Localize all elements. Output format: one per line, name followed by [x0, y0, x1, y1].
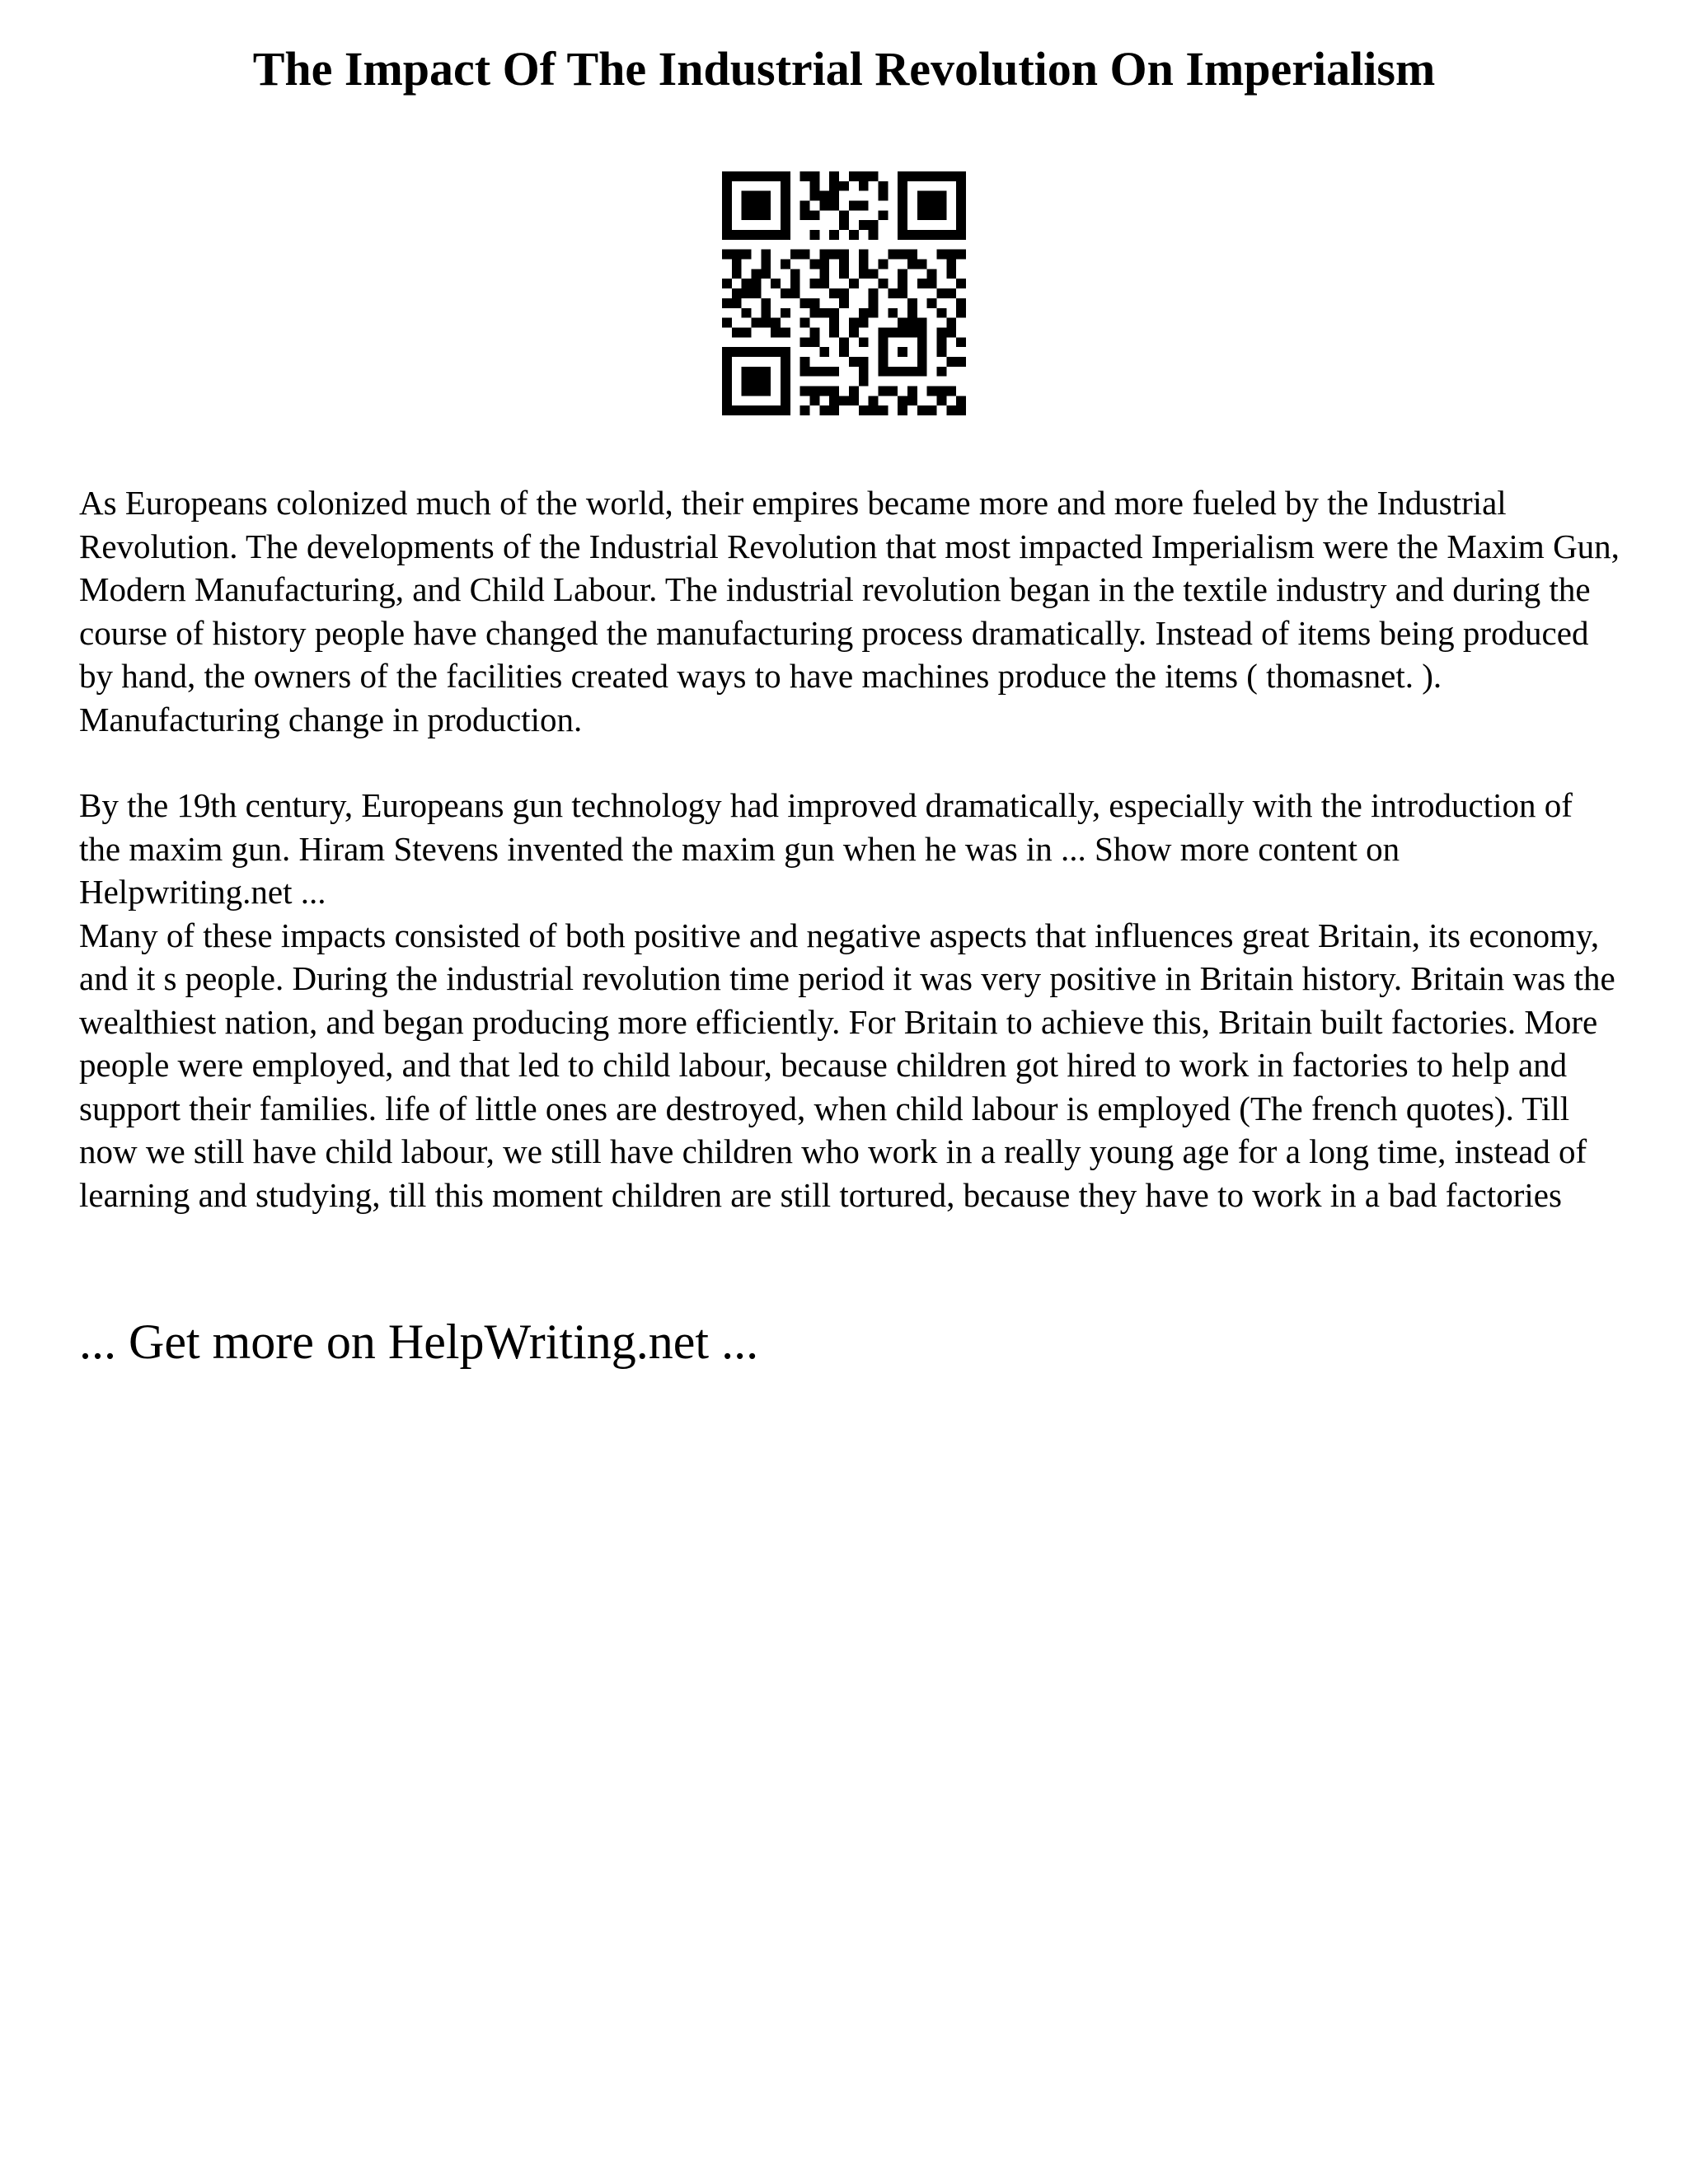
qr-code-graphic — [722, 171, 966, 415]
page-title: The Impact Of The Industrial Revolution On Imperialism — [252, 42, 1436, 96]
get-more-link[interactable]: ... Get more on HelpWriting.net ... — [79, 1315, 759, 1369]
paragraph-maxim-gun: By the 19th century, Europeans gun technology had improved dramatically, especially with the introduction of the maxim gun. Hiram Stevens invented the maxim gun when he was in ... Show more content on Helpwriting.net ... — [79, 786, 1573, 911]
paragraph-britain-impacts: Many of these impacts consisted of both positive and negative aspects that influences great Britain, its economy, and it s people. During the industrial revolution time period it was very positive in Britain history. Britain was the wealthiest nation, and began producing more efficiently. For Britain to achieve this, Britain built factories. More people were employed, and that led to child labour, because children got hired to work in factories to help and support their families. life of little ones are destroyed, when child labour is employed (The french quotes). Till now we still have child labour, we still have children who work in a really young age for a long time, instead of learning and studying, till this moment children are still tortured, because they have to work in a bad factories — [79, 916, 1615, 1214]
article-body — [79, 481, 1620, 1216]
paragraph-intro: As Europeans colonized much of the world, their empires became more and more fueled by the Industrial Revolution. The developments of the Industrial Revolution that most impacted Imperialism were the Maxim Gun, Modern Manufacturing, and Child Labour. The industrial revolution began in the textile industry and during the course of history people have changed the manufacturing process dramatically. Instead of items being produced by hand, the owners of the facilities created ways to have machines produce the items ( thomasnet. ). Manufacturing change in production. — [79, 484, 1620, 738]
qr-code-icon[interactable] — [722, 171, 966, 415]
